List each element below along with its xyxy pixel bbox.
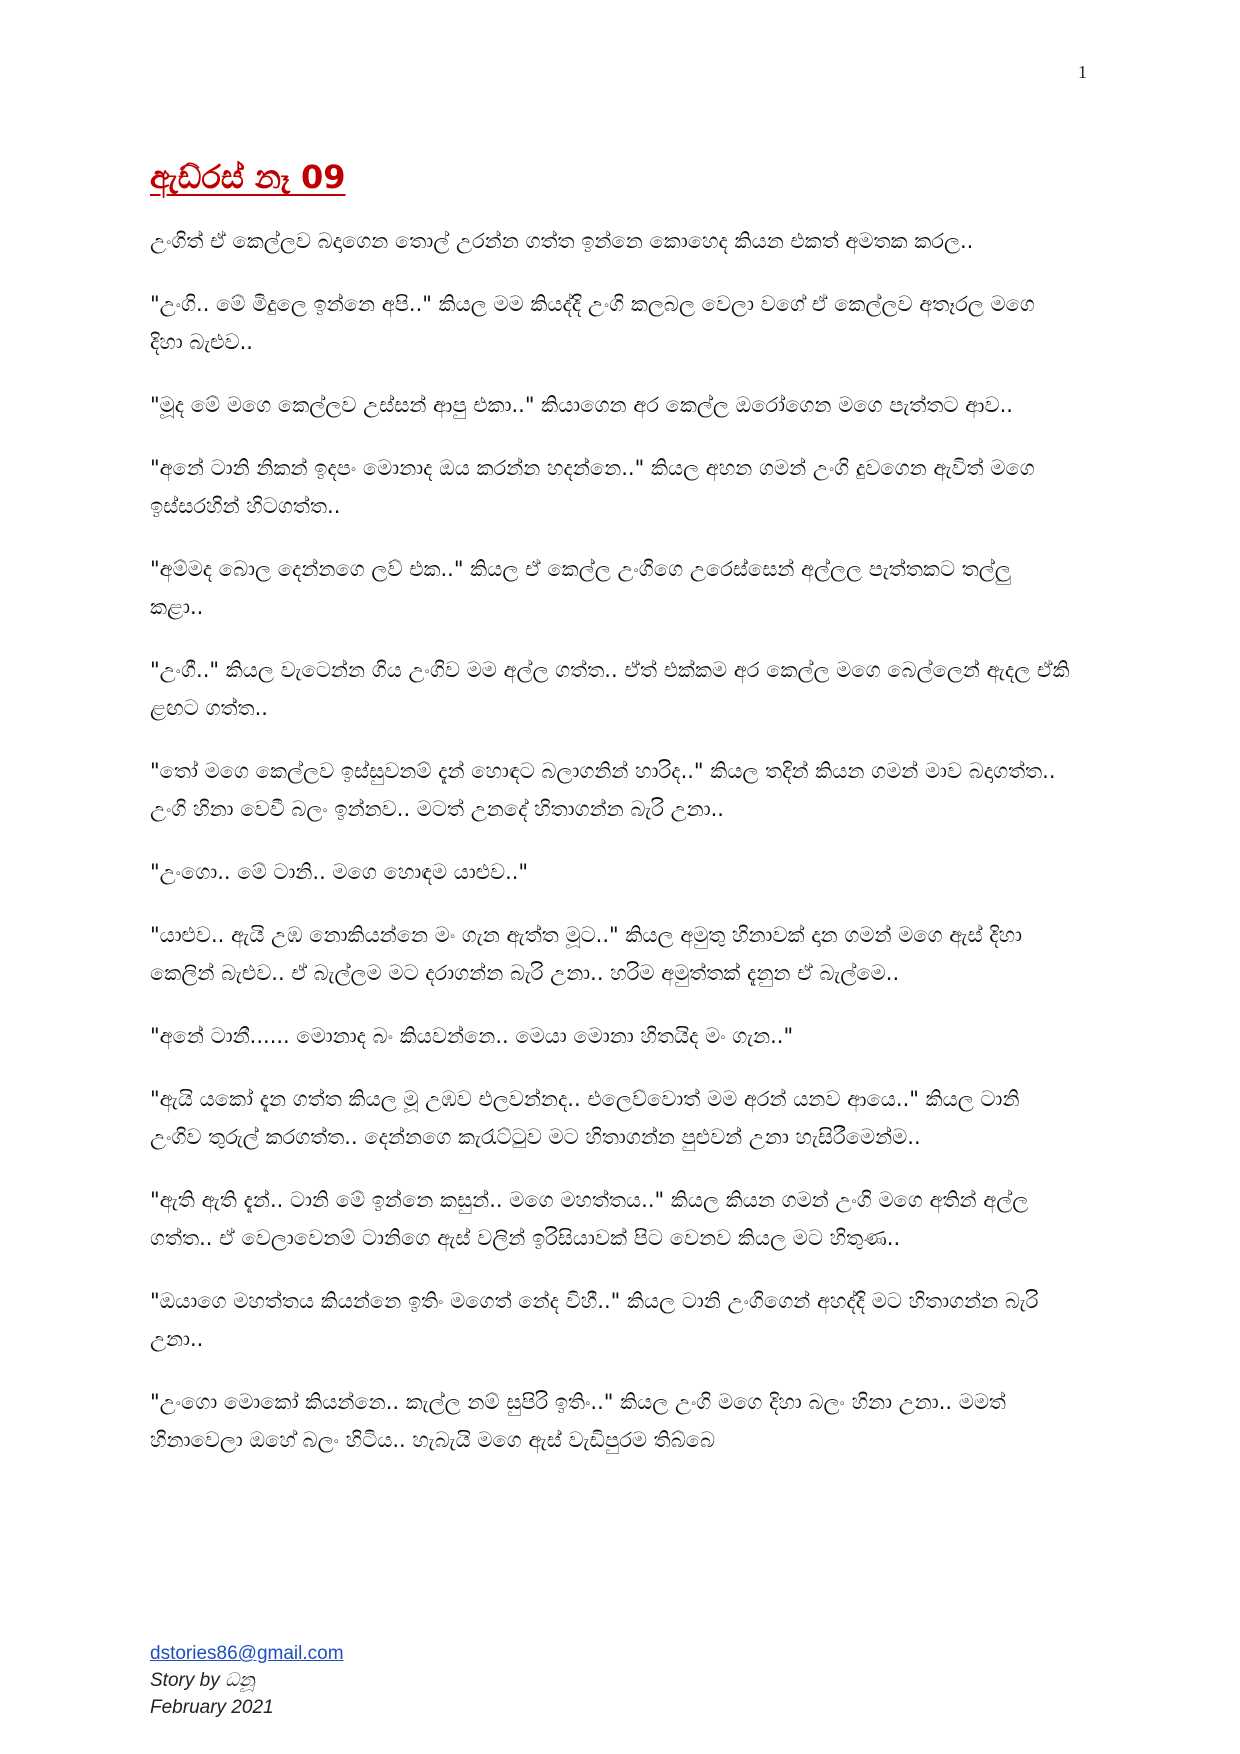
page-title: ඇඩ්රස් නෑ 09 <box>150 158 346 196</box>
page-footer <box>150 1640 344 1721</box>
story-paragraph: "උංගී.." කියල වැටෙන්න ගිය උංගිව මම අල්ල ගත්ත.. ඒත් එක්කම අර කෙල්ල මගෙ බෙල්ලෙන් ඇදල ඒකි ළඟට ගත්ත.. <box>150 658 1070 720</box>
page-number: 1 <box>1078 62 1087 82</box>
story-paragraph: "ඇති ඇති දැන්.. ටානි මේ ඉන්නෙ කසුන්.. මගෙ මහත්තය.." කියල කියන ගමන් උංගි මගෙ අතින් අල්ල ගත්ත.. ඒ වෙලාවෙනම් ටානිගෙ ඇස් වලින් ඉරිසියාවක් පිට වෙනව කියල මට හිතුණ.. <box>150 1188 1029 1250</box>
story-paragraph: "අනේ ටානී...... මොනාද බං කියවන්නෙ.. මෙයා මොනා හිතයිද මං ගැන.." <box>150 1024 794 1048</box>
story-paragraph: "ඇයි යකෝ දැන ගත්ත කියල මූ උඹව එලවන්නද.. එලෙව්වොත් මම අරන් යනව ආයෙ.." කියල ටානි උංගිව තුරුල් කරගත්ත.. දෙන්නගෙ කැරැට්ටුව මට හිතාගන්න පුළුවන් උනා හැසිරීමෙන්ම.. <box>150 1087 1020 1149</box>
story-body <box>150 222 1070 1484</box>
author-byline: Story by ධනූ <box>150 1670 255 1691</box>
story-paragraph: උංගිත් ඒ කෙල්ලව බදාගෙන තොල් උරන්න ගත්ත ඉන්නෙ කොහෙද කියන එකත් අමතක කරල.. <box>150 229 974 253</box>
story-paragraph: "උංගි.. මේ මිදුලෙ ඉන්නෙ අපි.." කියල මම කියද්දි උංගි කලබල වෙලා වගේ ඒ කෙල්ලව අතෑරල මගෙ දිහා බැළුව.. <box>150 292 1035 354</box>
story-paragraph: "මූද මේ මගෙ කෙල්ලව උස්සන් ආපු එකා.." කියාගෙන අර කෙල්ල ඔරෝගෙන මගෙ පැත්තට ආව.. <box>150 393 1013 417</box>
email-link[interactable]: dstories86@gmail.com <box>150 1643 344 1664</box>
story-paragraph: "ඔයාගෙ මහත්තය කියන්නෙ ඉතිං මගෙත් නේද විහී.." කියල ටානි උංගිගෙන් අහද්දි මට හිතාගන්න බැරි උනා.. <box>150 1289 1039 1351</box>
story-paragraph: "අම්මද බොල දෙන්නගෙ ලව් එක.." කියල ඒ කෙල්ල උංගිගෙ උරෙස්සෙන් අල්ලල පැත්තකට තල්ලු කළා.. <box>150 557 1011 619</box>
story-paragraph: "උංගො.. මේ ටානි.. මගෙ හොඳම යාළුව.." <box>150 860 529 884</box>
publish-date: February 2021 <box>150 1697 274 1718</box>
story-paragraph: "තෝ මගෙ කෙල්ලව ඉස්සුවනම් දැන් හොඳට බලාගනින් හාරිද.." කියල තදින් කියන ගමන් මාව බදාගත්ත.. උංගි හිනා වෙවී බලං ඉන්නව.. මටත් උනදේ හිතාගන්න බැරි උනා.. <box>150 759 1056 821</box>
story-paragraph: "යාළුව.. ඇයි උඹ නොකියන්නෙ මං ගැන ඇත්ත මූට.." කියල අමුතු හිනාවක් දාන ගමන් මගෙ ඇස් දිහා කෙලින් බැළුව.. ඒ බැල්ලම මට දරාගන්න බැරි උනා.. හරිම අමුත්තක් දැනුන ඒ බැල්මෙ.. <box>150 923 1023 985</box>
story-paragraph: "අනේ ටානි නිකන් ඉදපං මොනාද ඔය කරන්න හදන්නෙ.." කියල අහන ගමන් උංගි දුවගෙන ඇවිත් මගෙ ඉස්සරහින් හිටගත්ත.. <box>150 456 1035 518</box>
story-paragraph: "උංගො මොකෝ කියන්නෙ.. කැල්ල නම් සුපිරි ඉතිං.." කියල උංගි මගෙ දිහා බලං හිනා උනා.. මමත් හිනාවෙලා ඔහේ බලං හිටිය.. හැබැයි මගෙ ඇස් වැඩිපුරම තිබ්බෙ <box>150 1390 1006 1452</box>
